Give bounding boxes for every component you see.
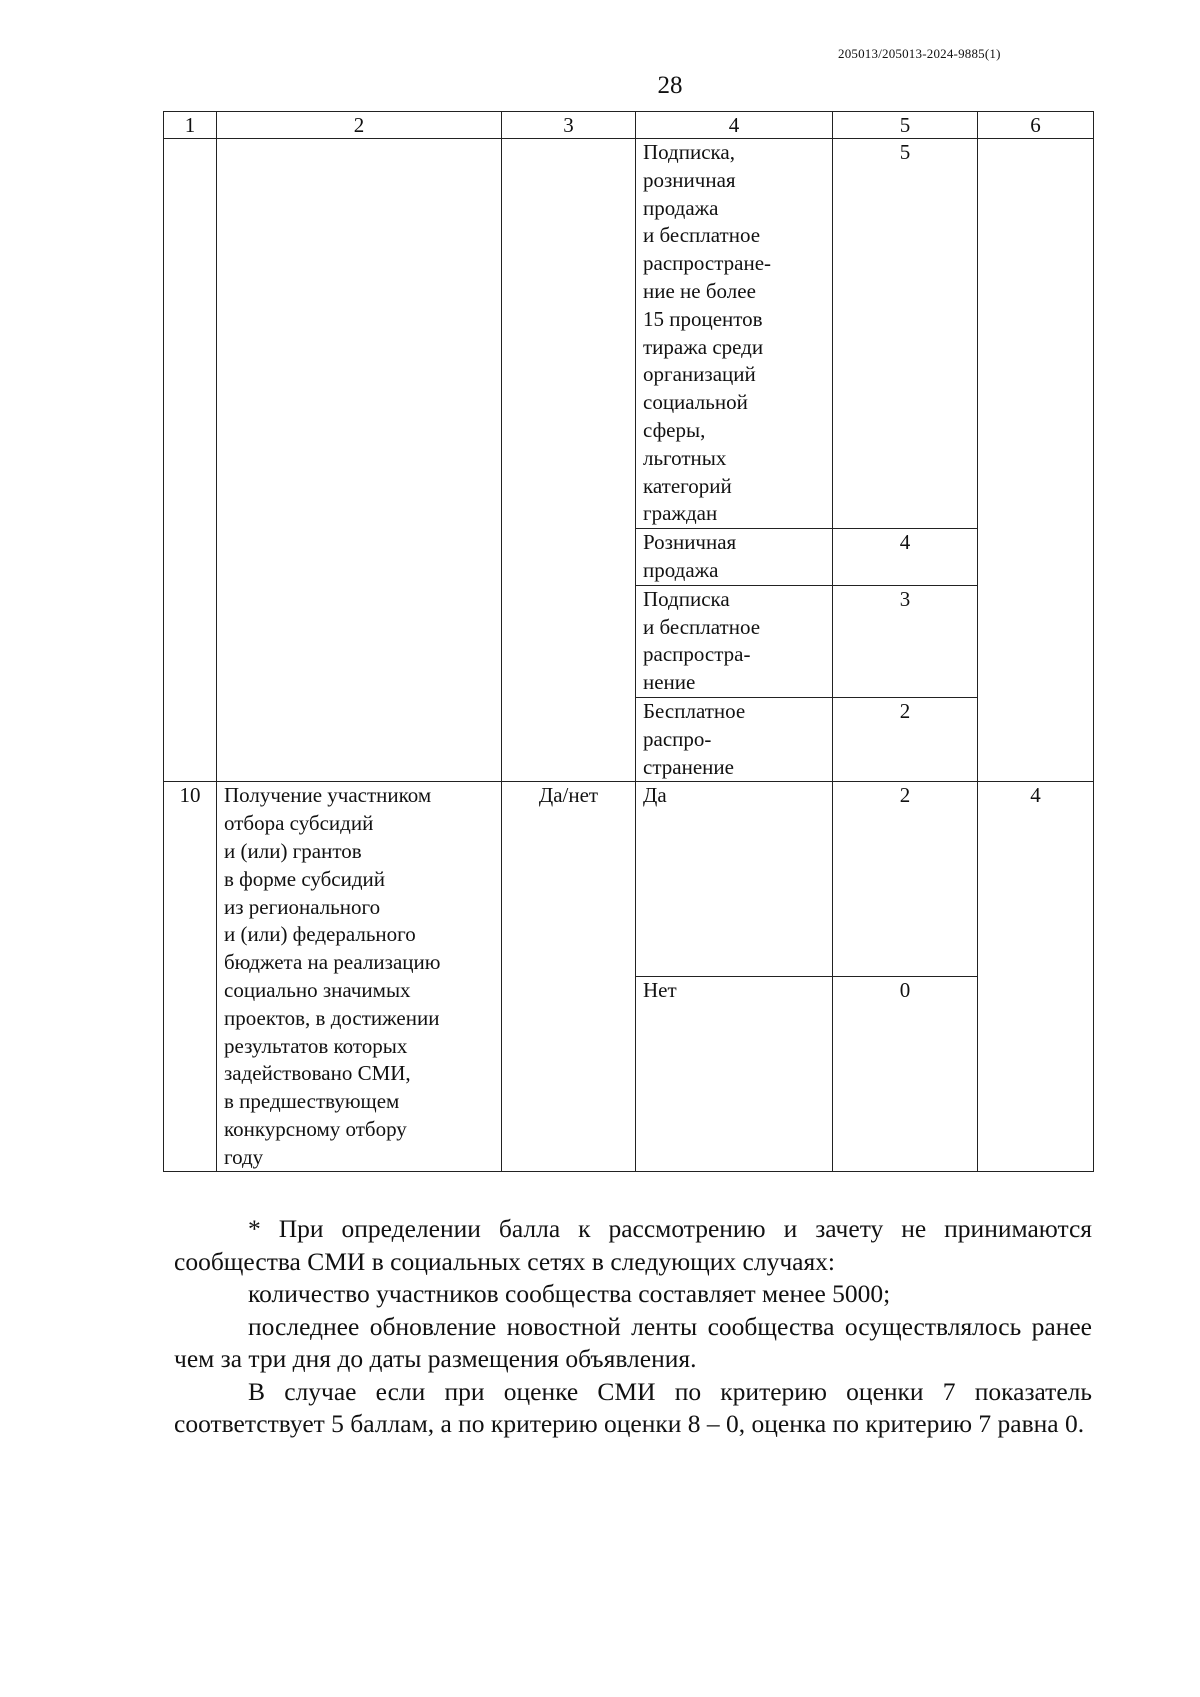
row-number-cell [164, 139, 217, 782]
table-row [164, 782, 1094, 977]
table-row [164, 139, 1094, 529]
table-header-row [164, 112, 1094, 139]
option-text: Подписка и бесплатное распростра- нение [636, 585, 833, 697]
option-text: Да [636, 782, 833, 977]
document-id: 205013/205013-2024-9885(1) [838, 46, 1001, 61]
option-text: Бесплатное распро- странение [636, 697, 833, 781]
column-number-header: 4 [636, 112, 833, 139]
criteria-table [163, 111, 1094, 1172]
column-number-header: 1 [164, 112, 217, 139]
row-number-cell: 10 [164, 782, 217, 1172]
footnote-paragraph: последнее обновление новостной ленты сообщества осуществлялось ранее чем за три дня до даты размещения объявления. [174, 1311, 1092, 1373]
option-text: Нет [636, 977, 833, 1172]
footnote-paragraph: * При определении балла к рассмотрению и зачету не принимаются сообщества СМИ в социальных сетях в следующих случаях: [174, 1214, 1092, 1276]
option-text: Розничная продажа [636, 529, 833, 586]
column-number-header: 6 [978, 112, 1094, 139]
option-score: 2 [833, 697, 978, 781]
page-number: 28 [657, 72, 683, 99]
unit-cell: Да/нет [502, 782, 636, 1172]
option-score: 5 [833, 139, 978, 529]
unit-cell [502, 139, 636, 782]
option-text: Подписка, розничная продажа и бесплатное распростране- ние не более 15 процентов тиража среди организаций социальной сферы, льготных категорий граждан [636, 139, 833, 529]
column-number-header: 2 [217, 112, 502, 139]
weight-cell: 4 [978, 782, 1094, 1172]
footnotes [174, 1213, 1092, 1441]
footnote-paragraph: В случае если при оценке СМИ по критерию оценки 7 показатель соответствует 5 баллам, а по критерию оценки 8 – 0, оценка по критерию 7 равна 0. [174, 1376, 1092, 1438]
option-score: 0 [833, 977, 978, 1172]
option-score: 4 [833, 529, 978, 586]
criterion-cell: Получение участником отбора субсидий и (или) грантов в форме субсидий из регионального и (или) федерального бюджета на реализацию социально значимых проектов, в достижении результатов которых задействовано СМИ, в предшествующем конкурсному отбору году [217, 782, 502, 1172]
column-number-header: 5 [833, 112, 978, 139]
option-score: 2 [833, 782, 978, 977]
footnote-paragraph: количество участников сообщества составляет менее 5000; [248, 1279, 891, 1308]
column-number-header: 3 [502, 112, 636, 139]
criterion-cell [217, 139, 502, 782]
weight-cell [978, 139, 1094, 782]
option-score: 3 [833, 585, 978, 697]
